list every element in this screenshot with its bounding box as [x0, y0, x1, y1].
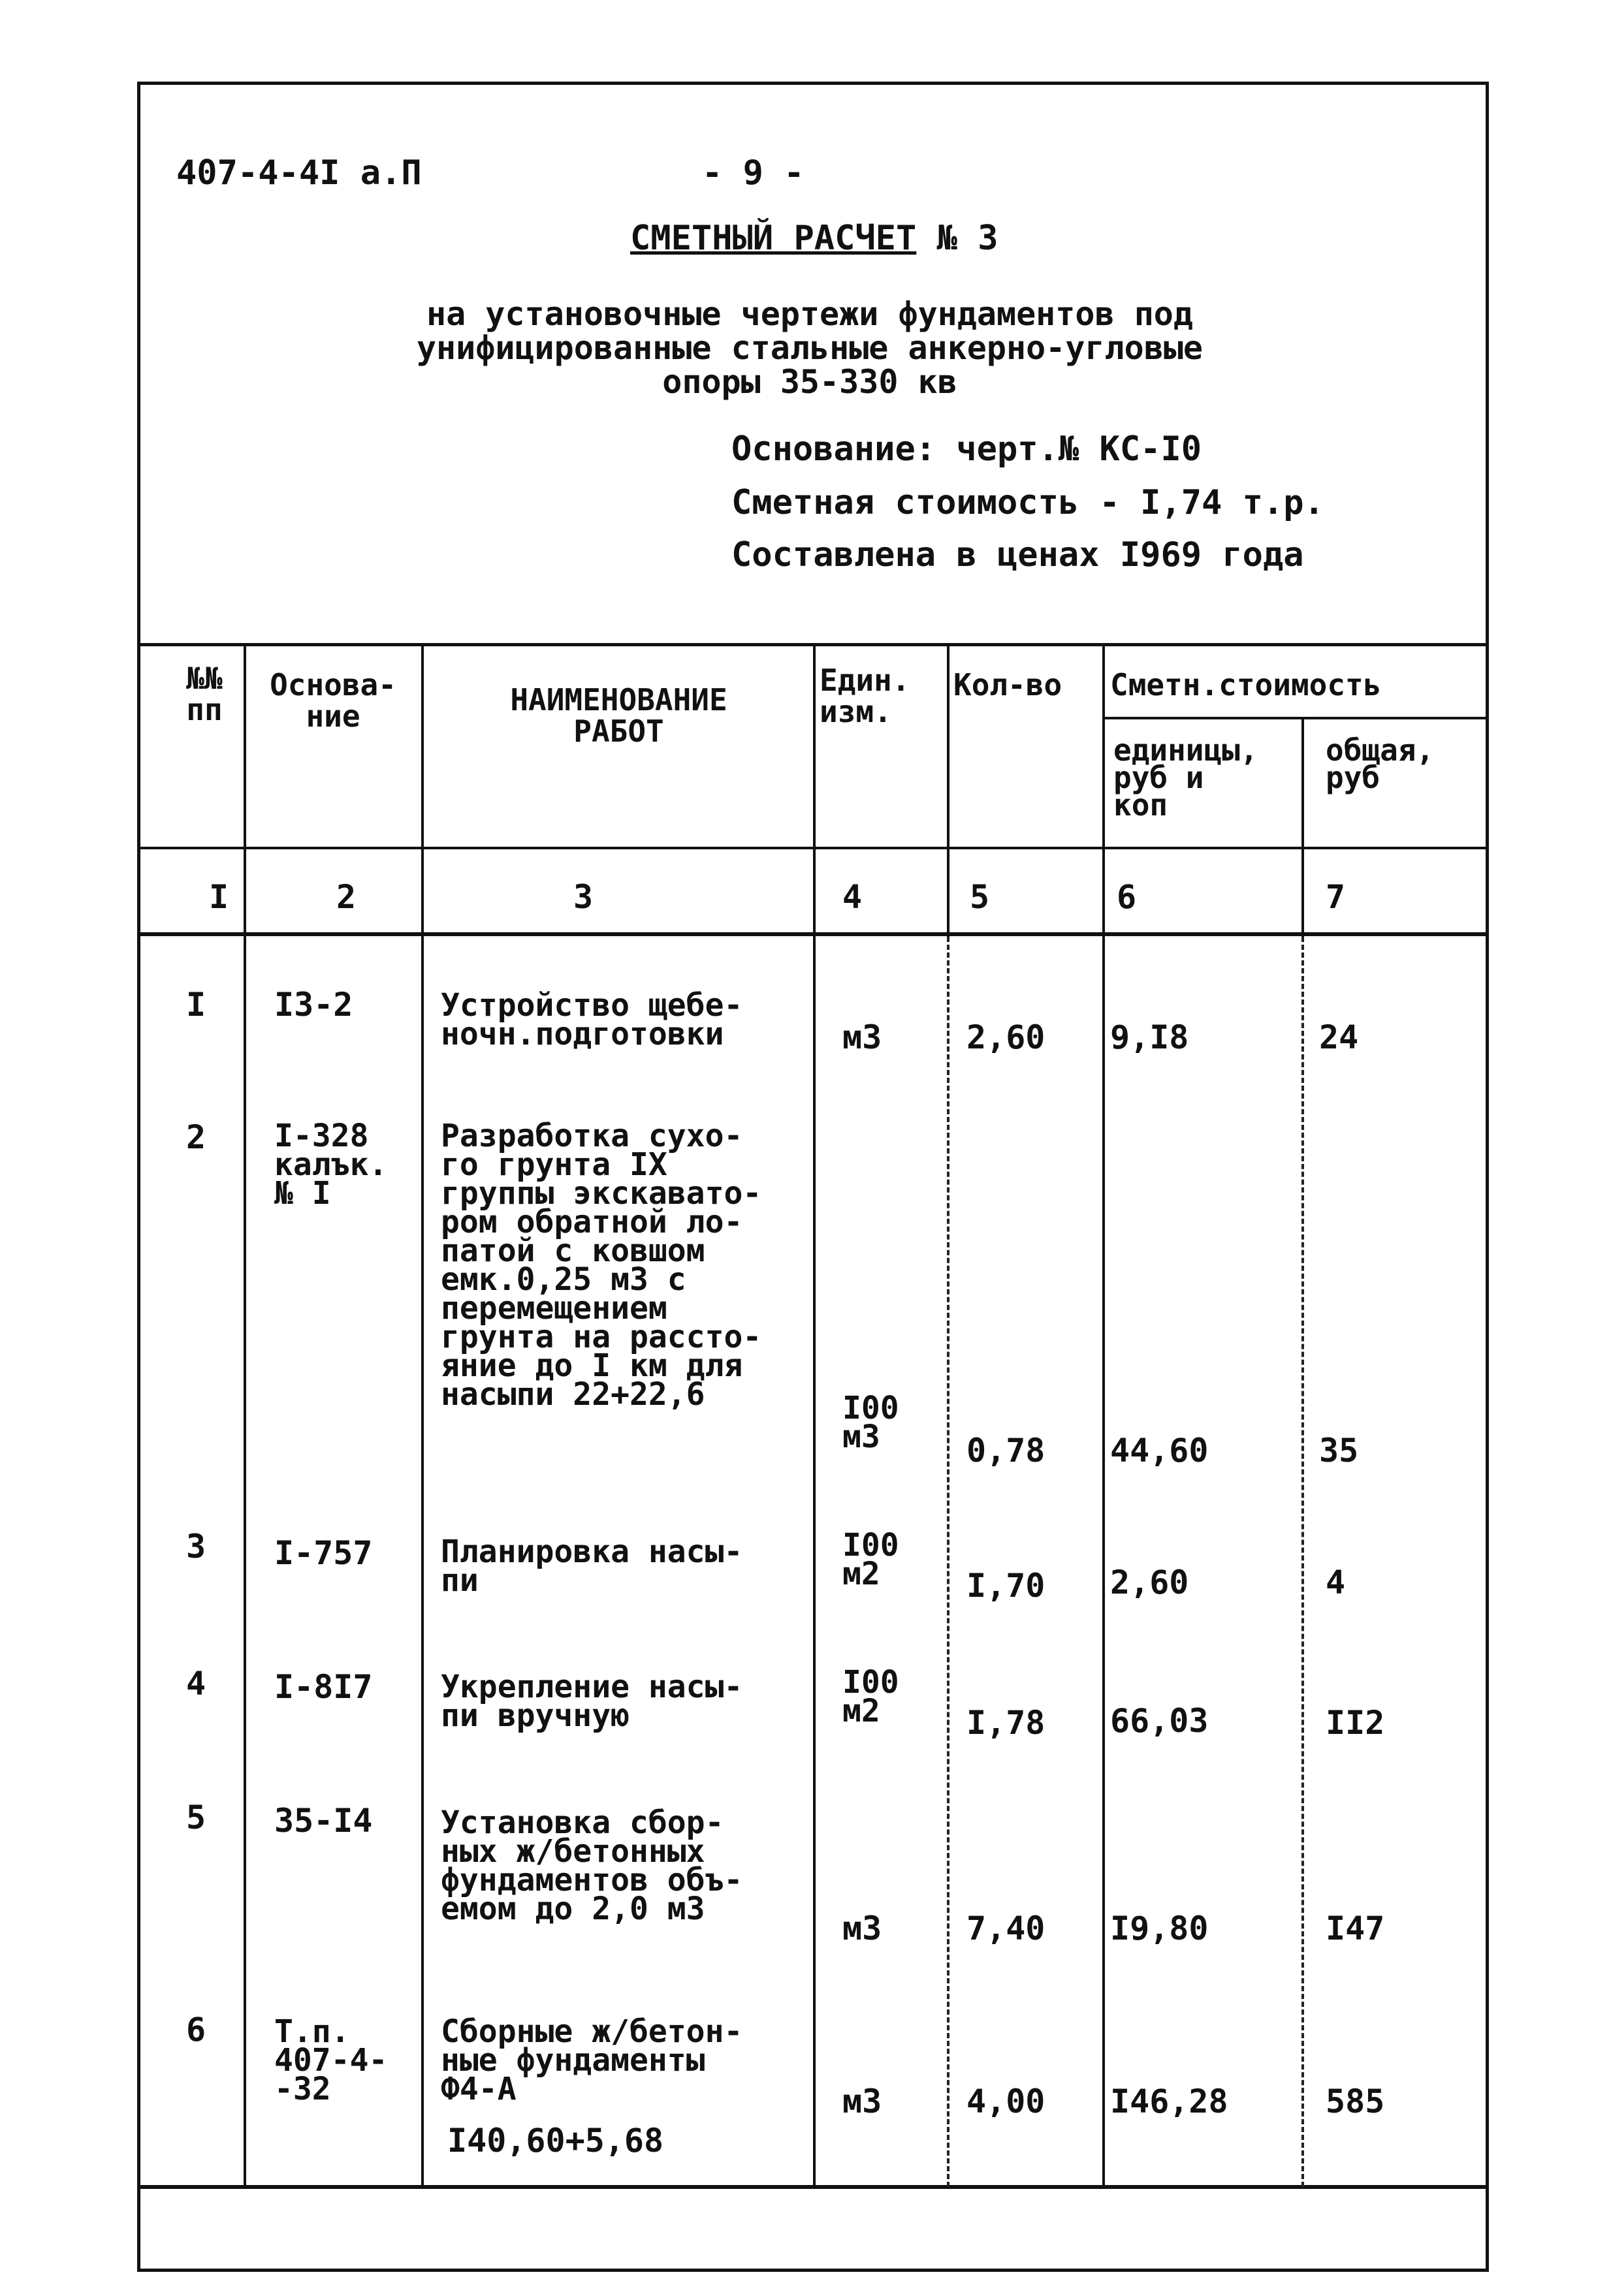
row-unit-line: I00: [842, 1390, 899, 1426]
row-name-line: Установка сбор-: [441, 1804, 724, 1841]
row-name: [441, 2013, 743, 2107]
col-divider-6: [1301, 718, 1304, 937]
row-num: 3: [186, 1528, 206, 1565]
row-basis: I-8I7: [274, 1668, 373, 1706]
header-cost-total: [1326, 732, 1435, 795]
row-num: I: [186, 986, 206, 1024]
row-qty: I,78: [966, 1704, 1045, 1742]
header-num: [168, 663, 240, 725]
row-basis: [274, 1118, 388, 1212]
row-unit-line: I00: [842, 1664, 899, 1701]
row-unit-line: м3: [842, 1419, 880, 1455]
row-unit-cost: I9,80: [1110, 1910, 1209, 1947]
row-basis-line: -32: [274, 2071, 331, 2107]
row-unit-cost: 2,60: [1110, 1564, 1189, 1601]
row-qty: I,70: [966, 1567, 1045, 1605]
row-num: 6: [186, 2011, 206, 2049]
row-name-line: Устройство щебе-: [441, 987, 743, 1024]
row-name-line: Укрепление насы-: [441, 1669, 743, 1705]
row-name-line: ных ж/бетонных: [441, 1833, 705, 1870]
row-total: 35: [1319, 1432, 1359, 1470]
header-unit-line-2: изм.: [820, 694, 892, 729]
row-unit: [842, 1527, 899, 1592]
row-num: 2: [186, 1118, 206, 1156]
row-name: [441, 987, 743, 1052]
document-code: 407-4-4I а.П: [176, 153, 422, 193]
row-name-formula: I40,60+5,68: [447, 2122, 664, 2160]
row-unit-line: м2: [842, 1556, 880, 1592]
row-name-line: ночн.подготовки: [441, 1016, 724, 1052]
row-name-line: Разработка сухо-: [441, 1118, 743, 1154]
row-basis: [274, 2013, 388, 2107]
col-divider-5: [1102, 643, 1105, 2187]
title-number: № 3: [936, 219, 998, 258]
row-total: II2: [1326, 1704, 1385, 1742]
column-number-4: 4: [842, 878, 863, 916]
row-basis-line: I-328: [274, 1118, 369, 1154]
column-number-5: 5: [970, 878, 990, 916]
row-basis-line: 407-4-: [274, 2042, 388, 2079]
header-unit-line-1: Един.: [820, 663, 910, 698]
row-name-line: ром обратной ло-: [441, 1204, 743, 1240]
row-num: 4: [186, 1665, 206, 1703]
row-qty: 0,78: [966, 1432, 1045, 1470]
basis-line: Основание: черт.№ КС-I0: [731, 430, 1202, 469]
column-number-2: 2: [336, 878, 357, 916]
estimated-cost-line: Сметная стоимость - I,74 т.р.: [731, 483, 1324, 522]
row-unit-cost: 9,I8: [1110, 1018, 1189, 1056]
col-divider-4: [947, 643, 949, 937]
header-unit: [820, 665, 910, 727]
header-cost-group: Сметн.стоимость: [1110, 667, 1382, 702]
row-total: 4: [1326, 1564, 1346, 1601]
row-total: I47: [1326, 1910, 1385, 1947]
row-name-line: фундаментов объ-: [441, 1862, 743, 1898]
row-unit-cost: I46,28: [1110, 2083, 1228, 2120]
column-number-6: 6: [1117, 878, 1137, 916]
subtitle-line-2: унифицированные стальные анкерно-угловые: [416, 329, 1204, 367]
row-name-line: го грунта IX: [441, 1146, 667, 1183]
row-unit: м3: [842, 1018, 882, 1056]
row-name: [441, 1804, 743, 1927]
row-name-line: грунта на рассто-: [441, 1319, 762, 1355]
col-divider-1: [244, 643, 246, 2187]
cost-group-rule: [1104, 717, 1489, 719]
row-unit-line: м2: [842, 1693, 880, 1729]
row-name-line: насыпи 22+22,6: [441, 1376, 705, 1413]
header-basis-line-2: ние: [306, 699, 360, 734]
row-name-line: пи: [441, 1562, 479, 1599]
row-unit: м3: [842, 2083, 882, 2120]
row-name-line: патой с ковшом: [441, 1233, 705, 1269]
row-qty: 4,00: [966, 2083, 1045, 2120]
row-unit: [842, 1664, 899, 1729]
row-basis: 35-I4: [274, 1802, 373, 1840]
row-name-line: пи вручную: [441, 1697, 630, 1734]
column-number-1: I: [209, 878, 229, 916]
header-basis: [248, 669, 418, 732]
column-number-7: 7: [1326, 878, 1346, 916]
header-name-line-2: РАБОТ: [573, 714, 664, 749]
page-number: - 9 -: [702, 153, 805, 193]
row-basis: I3-2: [274, 986, 353, 1024]
row-name-line: ные фундаменты: [441, 2042, 705, 2079]
row-qty: 2,60: [966, 1018, 1045, 1056]
row-name: [441, 1533, 743, 1599]
row-name-line: перемещением: [441, 1290, 667, 1327]
row-num: 5: [186, 1799, 206, 1836]
col-divider-2: [421, 643, 424, 2187]
subtitle-line-3: опоры 35-330 кв: [662, 363, 957, 401]
row-unit: м3: [842, 1910, 882, 1947]
row-basis-line: калък.: [274, 1146, 388, 1183]
row-name-line: группы экскавато-: [441, 1175, 762, 1212]
header-num-line-1: №№: [186, 661, 223, 696]
row-unit-line: I00: [842, 1527, 899, 1564]
row-basis-line: Т.п.: [274, 2013, 350, 2050]
title-underlined: СМЕТНЫЙ РАСЧЕТ: [630, 219, 917, 258]
col-divider-3: [813, 643, 816, 2187]
subtitle-line-1: на установочные чертежи фундаментов под: [426, 295, 1193, 333]
header-cost-unit-line-3: коп: [1113, 787, 1168, 823]
header-cost-unit: [1113, 732, 1258, 823]
row-name-line: Планировка насы-: [441, 1533, 743, 1570]
row-name: [441, 1118, 762, 1413]
row-total: 24: [1319, 1018, 1359, 1056]
header-cost-total-line-1: общая,: [1326, 732, 1435, 768]
row-unit: [842, 1390, 899, 1455]
row-qty: 7,40: [966, 1910, 1045, 1947]
col-divider-4-dashed: [947, 937, 949, 2187]
row-basis-line: № I: [274, 1175, 331, 1212]
header-num-line-2: пп: [186, 692, 223, 727]
header-cost-unit-line-2: руб и: [1113, 760, 1204, 795]
column-number-3: 3: [573, 878, 594, 916]
row-name-line: Сборные ж/бетон-: [441, 2013, 743, 2050]
row-name-line: Ф4-А: [441, 2071, 517, 2107]
row-name-line: яние до I км для: [441, 1347, 743, 1384]
document-title: [630, 219, 998, 258]
header-basis-line-1: Основа-: [270, 667, 396, 702]
header-name-line-1: НАИМЕНОВАНИЕ: [510, 682, 727, 717]
row-name-line: емк.0,25 м3 с: [441, 1261, 686, 1298]
row-name: [441, 1669, 743, 1734]
header-name: [428, 684, 810, 747]
row-unit-cost: 66,03: [1110, 1702, 1209, 1740]
col-divider-6-dashed: [1301, 937, 1304, 2187]
prices-year-line: Составлена в ценах I969 года: [731, 535, 1304, 574]
row-unit-cost: 44,60: [1110, 1432, 1209, 1470]
row-basis: I-757: [274, 1534, 373, 1572]
row-name-line: емом до 2,0 м3: [441, 1891, 705, 1927]
header-qty: Кол-во: [953, 667, 1062, 702]
header-cost-unit-line-1: единицы,: [1113, 732, 1258, 768]
row-total: 585: [1326, 2083, 1385, 2120]
header-cost-total-line-2: руб: [1326, 760, 1380, 795]
